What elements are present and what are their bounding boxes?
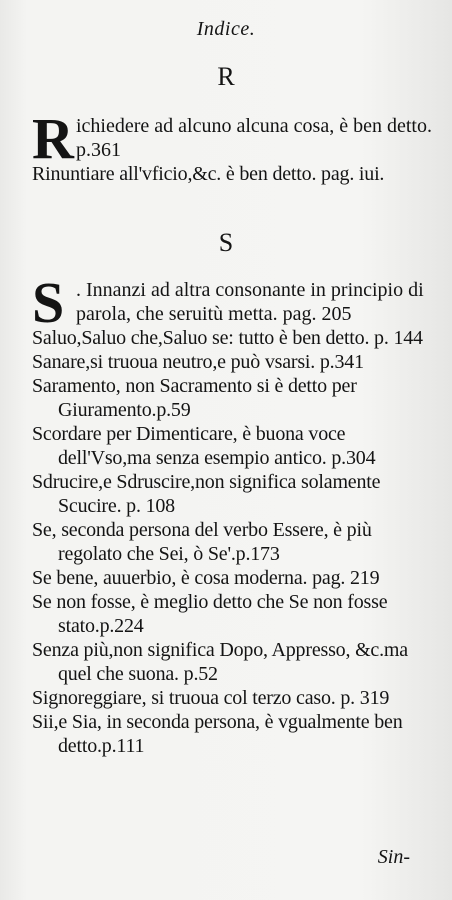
index-entry: Scordare per Dimenticare, è buona voce dell'Vso,ma senza esempio antico. p.304 — [32, 423, 376, 469]
index-entry: Rinuntiare all'vficio,&c. è ben detto. pag. iui. — [32, 163, 385, 185]
index-entry: Sdrucire,e Sdruscire,non significa solamente Scucire. p. 108 — [32, 471, 381, 517]
section-heading-r: R — [217, 62, 235, 91]
page-header: Indice. — [196, 18, 256, 40]
index-entry: ichiedere ad alcuno alcuna cosa, è ben detto. p.361 — [76, 115, 432, 161]
dropcap-entry-r — [32, 106, 432, 171]
entries-r — [32, 106, 432, 186]
index-entry: Sanare,si truoua neutro,e può vsarsi. p.341 — [32, 351, 364, 373]
dropcap-entry-s — [32, 270, 432, 335]
section-heading-s: S — [218, 228, 234, 257]
catchword: Sin- — [377, 846, 410, 868]
entries-s — [32, 270, 432, 758]
dropcap-r: R — [32, 106, 74, 171]
index-entry: Se, seconda persona del verbo Essere, è più regolato che Sei, ò Se'.p.173 — [32, 519, 372, 565]
index-entry: . Innanzi ad altra consonante in principio di parola, che seruitù metta. pag. 205 — [76, 279, 424, 325]
index-entry: Se bene, auuerbio, è cosa moderna. pag. 219 — [32, 567, 380, 589]
index-entry: Sii,e Sia, in seconda persona, è vgualmente ben detto.p.111 — [32, 711, 403, 757]
index-entry: Saluo,Saluo che,Saluo se: tutto è ben detto. p. 144 — [32, 327, 423, 349]
dropcap-s: S — [32, 270, 65, 335]
index-entry: Se non fosse, è meglio detto che Se non fosse stato.p.224 — [32, 591, 388, 637]
index-entry: Signoreggiare, si truoua col terzo caso. p. 319 — [32, 687, 390, 709]
index-entry: Senza più,non significa Dopo, Appresso, &c.ma quel che suona. p.52 — [32, 639, 408, 685]
index-entry: Saramento, non Sacramento si è detto per Giuramento.p.59 — [32, 375, 357, 421]
